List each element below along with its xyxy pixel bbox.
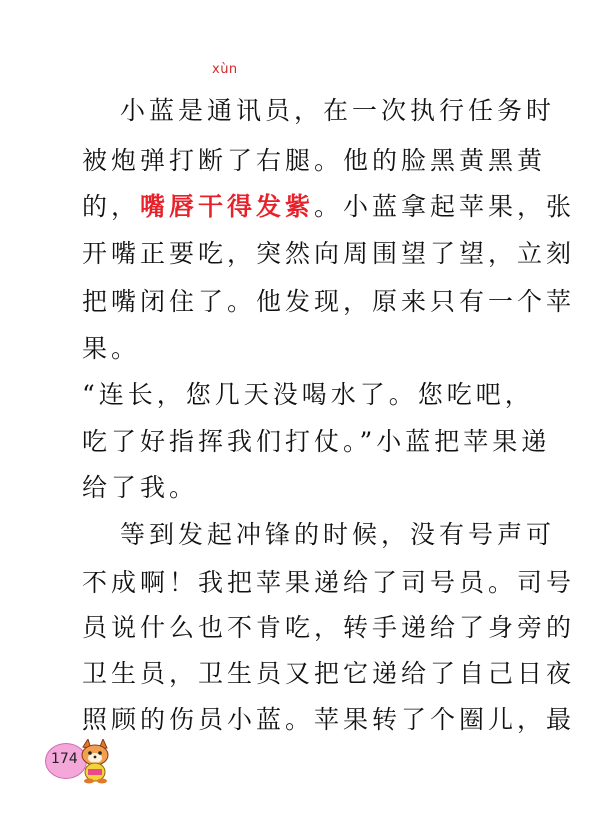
text-line: 照顾的伤员小蓝。苹果转了个圈儿，最: [82, 705, 576, 734]
text-line: 卫生员，卫生员又把它递给了自己日夜: [82, 659, 576, 688]
highlighted-phrase: 嘴唇干得发紫: [140, 192, 315, 221]
text-line: 员说什么也不肯吃，转手递给了身旁的: [82, 613, 576, 642]
text-segment: 的，: [82, 192, 141, 221]
page-number-badge: [45, 739, 115, 784]
text-line: 把嘴闭住了。他发现，原来只有一个苹: [82, 287, 576, 316]
pinyin-annotation: xùn: [212, 62, 238, 77]
text-line: 小蓝是通讯员，在一次执行任务时: [120, 96, 556, 125]
text-line: “连长，您几天没喝水了。您吃吧，: [82, 380, 534, 409]
text-line: 被炮弹打断了右腿。他的脸黑黄黑黄: [82, 146, 547, 175]
text-line: 吃了好指挥我们打仗。”小蓝把苹果递: [82, 427, 551, 456]
page-number: 174: [51, 751, 78, 767]
text-line: [82, 192, 575, 222]
fox-mascot-icon: [75, 739, 115, 784]
text-line: 果。: [82, 334, 141, 363]
text-line: 不成啊！我把苹果递给了司号员。司号: [82, 568, 576, 597]
text-line: 开嘴正要吃，突然向周围望了望，立刻: [82, 239, 576, 268]
text-line: 等到发起冲锋的时候，没有号声可: [120, 520, 556, 549]
text-line: 给了我。: [82, 473, 199, 502]
text-segment: 。小蓝拿起苹果，张: [314, 192, 576, 221]
